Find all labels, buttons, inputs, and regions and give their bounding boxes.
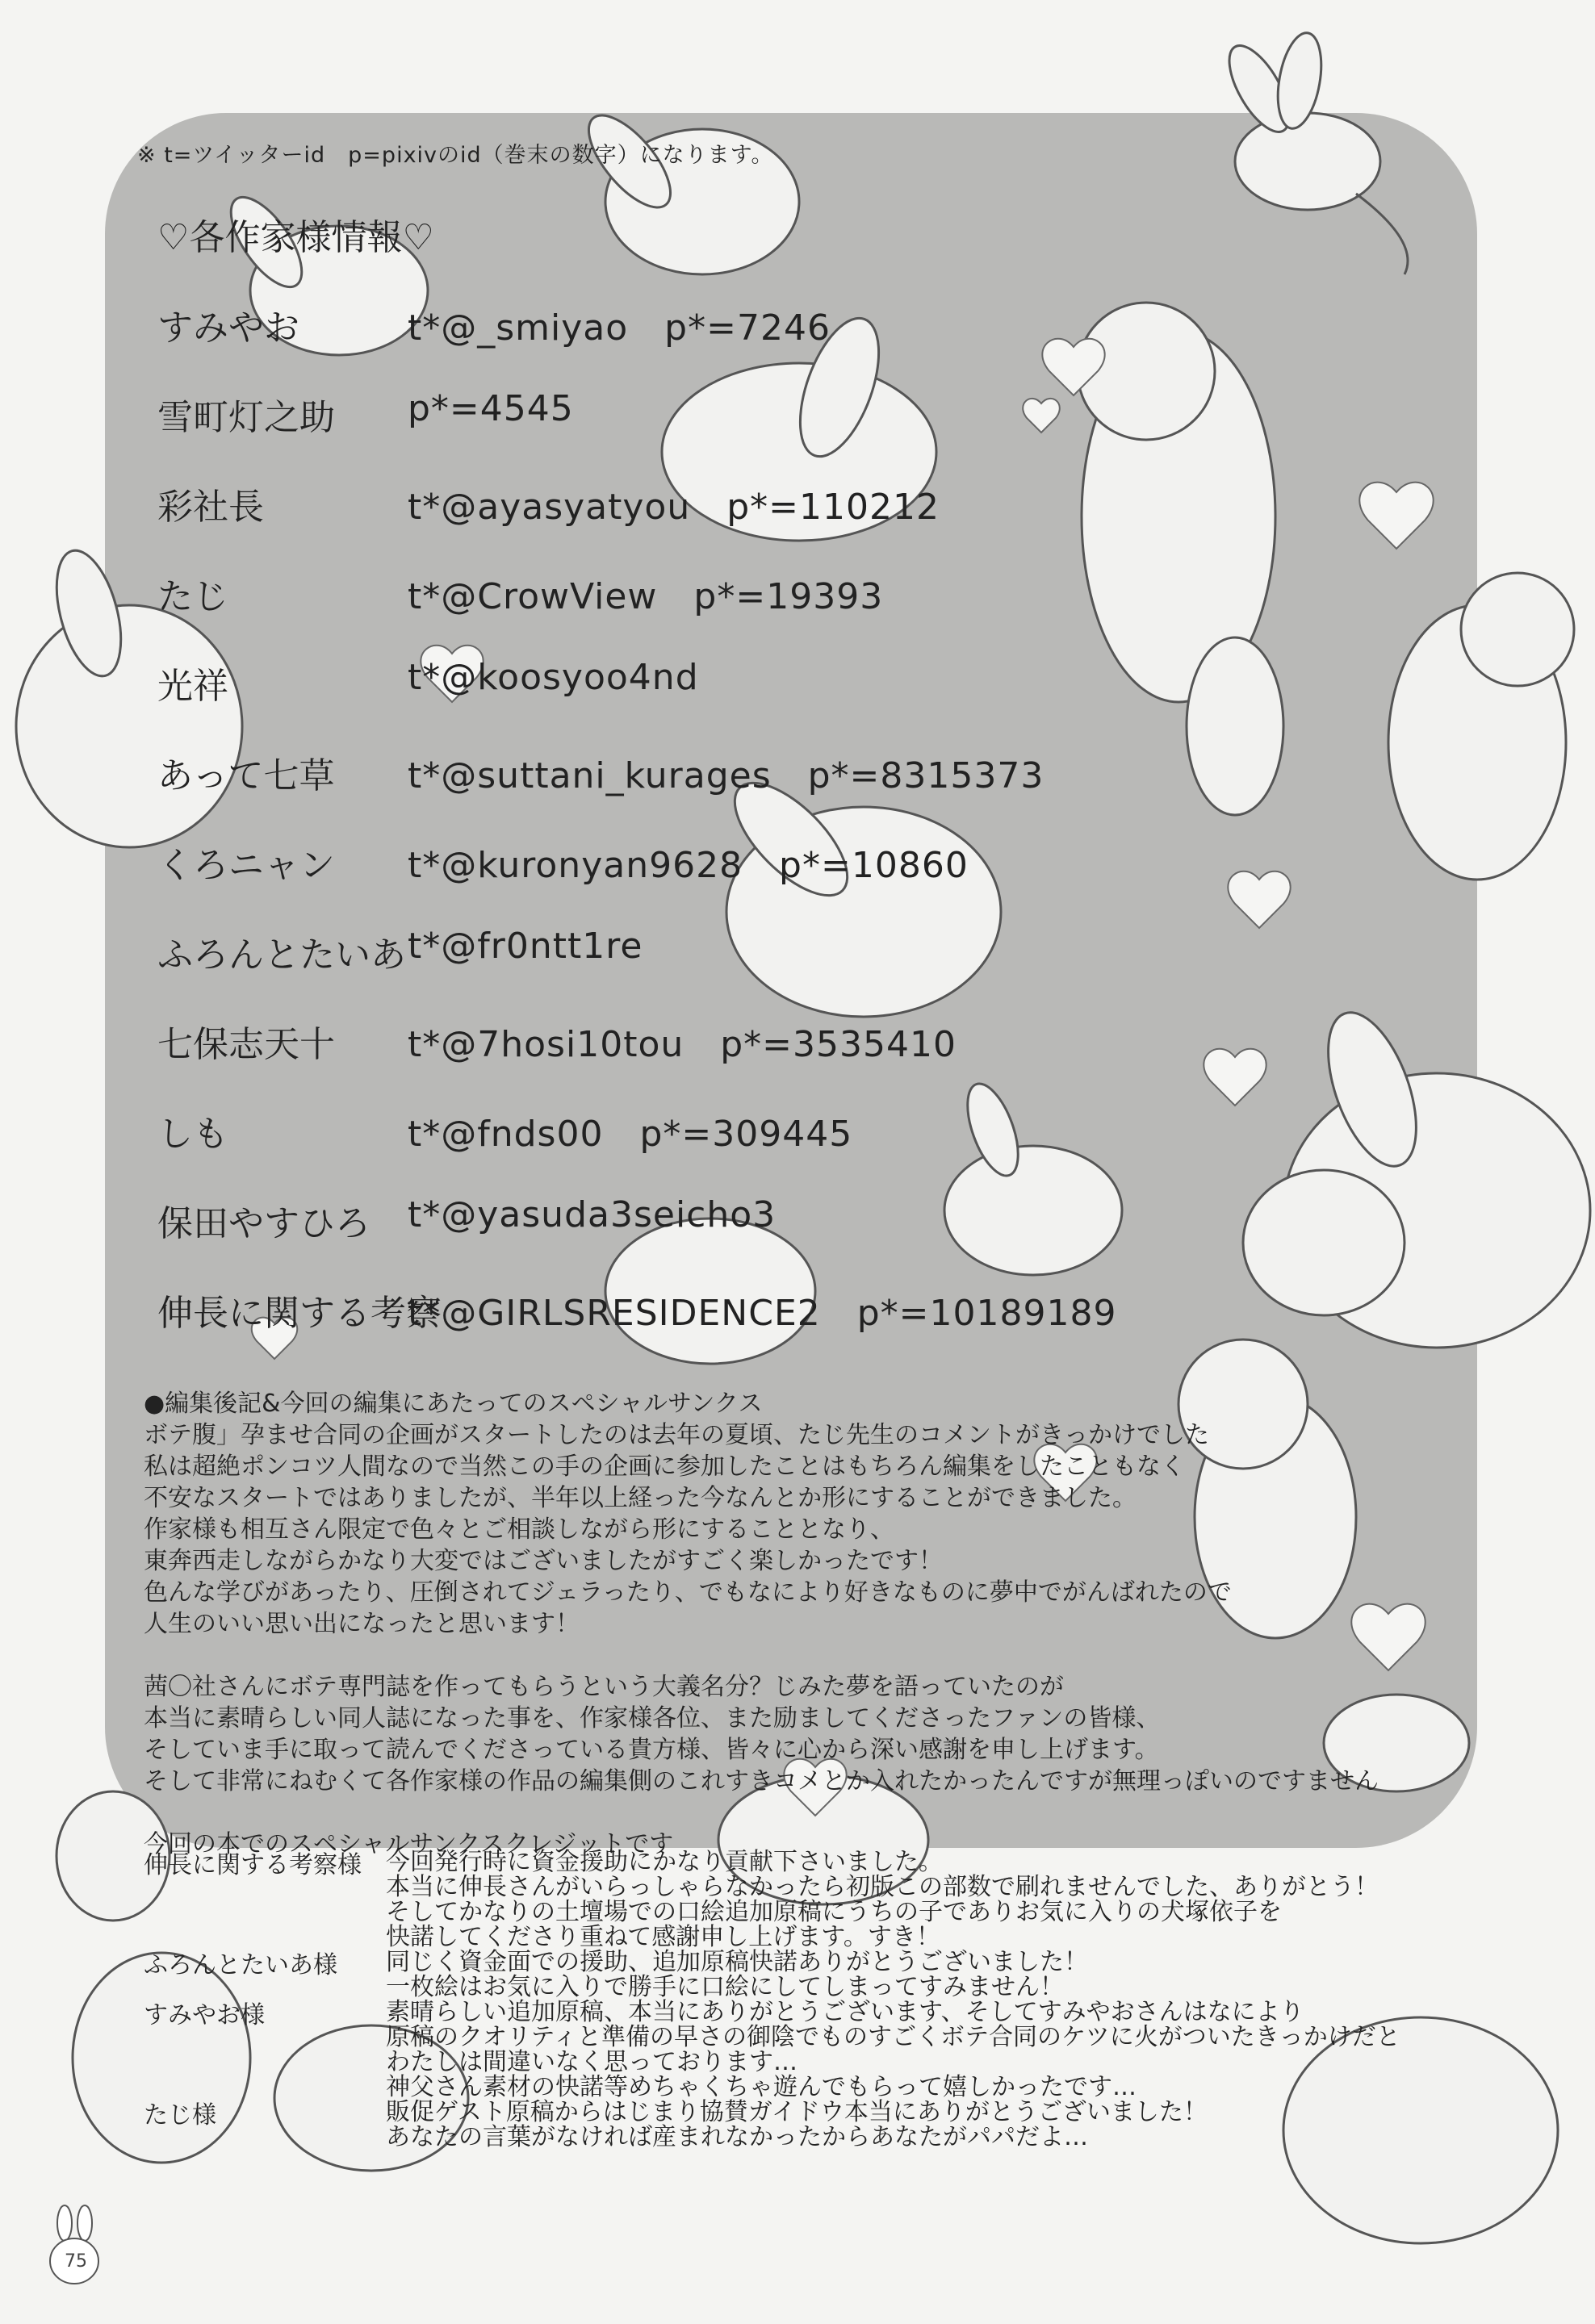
author-row <box>157 478 1116 567</box>
author-list <box>157 299 1116 1373</box>
thanks-name: ふろんとたいあ様 <box>144 1951 337 1979</box>
thanks-line: 一枚絵はお気に入りで勝手に口絵にしてしまってすみません！ <box>386 1973 1064 2001</box>
bunny-icon <box>1243 1001 1590 1348</box>
thanks-name: すみやお様 <box>144 2001 265 2029</box>
afterword-line: そしていま手に取って読んでくださっている貴方様、皆々に心から深い感謝を申し上げます。 <box>144 1736 1159 1764</box>
afterword-line: 人生のいい思い出になったと思います！ <box>144 1610 580 1638</box>
thanks-line: 原稿のクオリティと準備の早さの御陰でものすごくボテ合同のケツに火がついたきっかけだと <box>386 2023 1400 2051</box>
thanks-name: 伸長に関する考察様 <box>144 1851 362 1879</box>
author-ids: t*@suttani_kurages p*=8315373 <box>408 755 1044 796</box>
author-row <box>157 1194 1116 1284</box>
author-name: あって七草 <box>157 755 335 796</box>
page-bunny-icon <box>40 2203 113 2292</box>
thanks-entry <box>144 1950 1516 2000</box>
afterword <box>144 1388 1500 1860</box>
afterword-line: 東奔西走しながらかなり大変ではございましたがすごく楽しかったです！ <box>144 1547 943 1575</box>
bunny-icon <box>575 102 799 274</box>
special-thanks-list <box>144 1850 1516 2150</box>
thanks-name: たじ様 <box>144 2101 216 2130</box>
bunny-icon <box>1217 30 1408 274</box>
afterword-line: ボテ腹」孕ませ合同の企画がスタートしたのは去年の夏頃、たじ先生のコメントがきっかけでした <box>144 1421 1209 1449</box>
author-ids: t*@fr0ntt1re <box>408 926 643 967</box>
author-name: すみやお <box>157 307 299 349</box>
author-ids: t*@GIRLSRESIDENCE2 p*=10189189 <box>408 1293 1117 1334</box>
author-ids: t*@ayasyatyou p*=110212 <box>408 487 940 528</box>
author-row <box>157 388 1116 478</box>
id-legend-note: ※ t=ツイッターid p=pixivのid（巻末の数字）になります。 <box>137 143 774 168</box>
thanks-entry <box>144 1850 1516 1950</box>
author-row <box>157 746 1116 836</box>
author-row <box>157 299 1116 388</box>
author-name: たじ <box>157 576 228 617</box>
author-ids: t*@fnds00 p*=309445 <box>408 1114 853 1155</box>
afterword-line: 色んな学びがあったり、圧倒されてジェラったり、でもなにより好きなものに夢中でがんばれたので <box>144 1578 1232 1607</box>
author-name: ふろんとたいあ <box>157 934 406 976</box>
author-name: 伸長に関する考察 <box>157 1293 442 1334</box>
author-row <box>157 836 1116 926</box>
thanks-line: 今回発行時に資金援助にかなり貢献下さいました。 <box>386 1848 943 1876</box>
thanks-line: 同じく資金面での援助、追加原稿快諾ありがとうございました！ <box>386 1948 1088 1976</box>
author-row <box>157 567 1116 657</box>
page-number: 75 <box>65 2251 87 2272</box>
thanks-line: わたしは間違いなく思っております… <box>386 2048 798 2076</box>
author-row <box>157 657 1116 746</box>
thanks-line: 素晴らしい追加原稿、本当にありがとうございます、そしてすみやおさんはなにより <box>386 1998 1304 2026</box>
afterword-line: 私は超絶ポンコツ人間なので当然この手の企画に参加したことはもちろん編集をしたこともなく <box>144 1452 1185 1481</box>
author-ids: p*=4545 <box>408 388 574 429</box>
author-name: しも <box>157 1114 228 1155</box>
afterword-title: ●編集後記&今回の編集にあたってのスペシャルサンクス <box>144 1390 763 1418</box>
author-row <box>157 1015 1116 1105</box>
thanks-line: 販促ゲスト原稿からはじまり協賛ガイドウ本当にありがとうございました！ <box>386 2098 1208 2126</box>
credits-intro: 今回の本でのスペシャルサンクスクレジットです <box>144 1830 674 1858</box>
author-row <box>157 1105 1116 1194</box>
thanks-line: 快諾してくださり重ねて感謝申し上げます。すき！ <box>386 1923 940 1951</box>
author-name: 保田やすひろ <box>157 1203 370 1244</box>
afterword-line: 不安なスタートではありましたが、半年以上経った今なんとか形にすることができました。 <box>144 1484 1137 1512</box>
thanks-entry <box>144 2100 1516 2150</box>
author-ids: t*@koosyoo4nd <box>408 657 699 698</box>
author-name: 七保志天十 <box>157 1024 335 1065</box>
author-ids: t*@7hosi10tou p*=3535410 <box>408 1024 957 1065</box>
author-info-heading: ♡各作家様情報♡ <box>157 217 434 258</box>
author-row <box>157 1284 1116 1373</box>
afterword-line: そして非常にねむくて各作家様の作品の編集側のこれすきコメとか入れたかったんですが無理っぽいのですません <box>144 1767 1379 1795</box>
thanks-line: そしてかなりの土壇場での口絵追加原稿にうちの子でありお気に入りの犬塚依子を <box>386 1898 1282 1926</box>
afterword-line: 茜〇社さんにボテ専門誌を作ってもらうという大義名分？じみた夢を語っていたのが <box>144 1673 1064 1701</box>
bunny-icon <box>1388 573 1574 880</box>
author-ids: t*@_smiyao p*=7246 <box>408 307 831 349</box>
thanks-line: 本当に伸長さんがいらっしゃらなかったら初版この部数で刷れませんでした、ありがとう！ <box>386 1873 1379 1901</box>
afterword-line: 作家様も相互さん限定で色々とご相談しながら形にすることとなり、 <box>144 1515 894 1544</box>
author-row <box>157 926 1116 1015</box>
author-name: 雪町灯之助 <box>157 397 335 438</box>
thanks-entry <box>144 2000 1516 2100</box>
author-name: くろニャン <box>157 845 335 886</box>
author-ids: t*@kuronyan9628 p*=10860 <box>408 845 969 886</box>
author-name: 光祥 <box>157 666 228 707</box>
thanks-line: 神父さん素材の快諾等めちゃくちゃ遊んでもらって嬉しかったです… <box>386 2073 1137 2101</box>
author-ids: t*@yasuda3seicho3 <box>408 1194 777 1235</box>
afterword-line: 本当に素晴らしい同人誌になった事を、作家様各位、また励ましてくださったファンの皆様、 <box>144 1704 1161 1733</box>
author-name: 彩社長 <box>157 487 264 528</box>
thanks-line: あなたの言葉がなければ産まれなかったからあなたがパパだよ… <box>386 2123 1088 2151</box>
author-ids: t*@CrowView p*=19393 <box>408 576 884 617</box>
